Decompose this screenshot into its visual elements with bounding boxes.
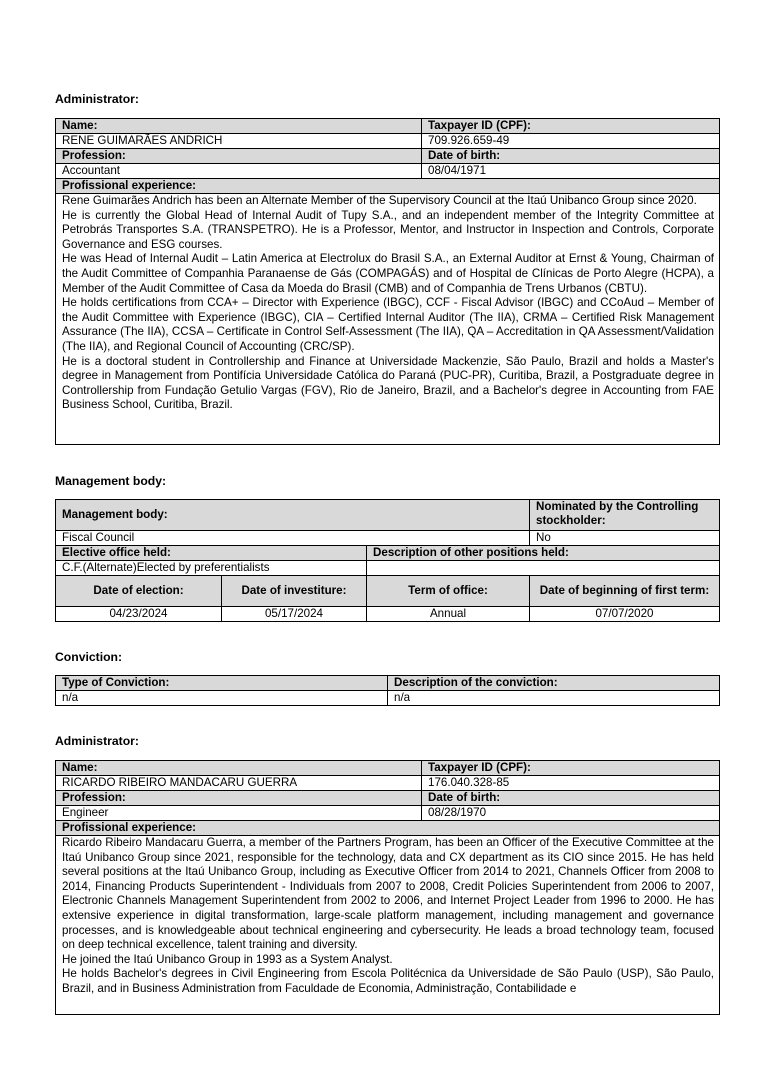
other-positions-value [367,561,720,576]
cpf-label: Taxpayer ID (CPF): [422,119,720,134]
conviction-section-title: Conviction: [55,650,123,664]
experience-label: Profissional experience: [56,179,720,194]
administrator-table-rene [55,118,720,445]
experience-paragraph: He joined the Itaú Unibanco Group in 1993 as a System Analyst. [62,952,393,966]
profession-label: Profession: [56,149,422,164]
conviction-description-value: n/a [388,691,720,706]
dob-value: 08/04/1971 [422,164,720,179]
administrator-table-ricardo [55,760,720,1015]
dob-label: Date of birth: [422,791,720,806]
cpf-value: 176.040.328-85 [422,776,720,791]
nominated-value: No [530,531,720,546]
profession-label: Profession: [56,791,422,806]
cpf-label: Taxpayer ID (CPF): [422,761,720,776]
elective-office-value: C.F.(Alternate)Elected by preferentialists [56,561,367,576]
conviction-table [55,675,720,706]
conviction-type-label: Type of Conviction: [56,676,388,691]
management-body-value: Fiscal Council [56,531,530,546]
nominated-label: Nominated by the Controlling stockholder: [530,500,720,531]
elective-office-label: Elective office held: [56,546,367,561]
dob-value: 08/28/1970 [422,806,720,821]
conviction-description-label: Description of the conviction: [388,676,720,691]
experience-paragraph: Ricardo Ribeiro Mandacaru Guerra, a member of the Partners Program, has been an Officer of the Executive Committee at the Itaú Unibanco Group since 2021, responsible for the technology, data and CX department as its CIO since 2015. He has held several positions at the Itaú Unibanco Group, including as Executive Officer from 2014 to 2021, Channels Officer from 2008 to 2014, Financing Products Superintendent - Individuals from 2007 to 2008, Credit Policies Superintendent from 2006 to 2007, Electronic Channels Management Superintendent from 2002 to 2006, and Internet Project Leader from 1996 to 2000. He has extensive experience in digital transformation, large-scale platform management, including management and governance processes, and is knowledgeable about technical engineering and cybersecurity. He leads a broad technology team, focused on deep technical excellence, talent training and diversity. [62,836,714,952]
term-of-office-label: Term of office: [367,576,530,607]
experience-text [56,836,720,1015]
administrator-section-title: Administrator: [55,92,139,106]
name-value: RENE GUIMARÃES ANDRICH [56,134,422,149]
conviction-type-value: n/a [56,691,388,706]
cpf-value: 709.926.659-49 [422,134,720,149]
experience-paragraph: He is currently the Global Head of Internal Audit of Tupy S.A., and an independent member of the Integrity Committee at Petrobrás Transportes S.A. (TRANSPETRO). He is a Professor, Mentor, and Instructor in Inspection and Controls, Corporate Governance and ESG courses. [62,208,714,251]
election-date-label: Date of election: [56,576,222,607]
experience-paragraph: He holds certifications from CCA+ – Director with Experience (IBGC), CCF - Fiscal Advisor (IBGC) and CCoAud – Member of the Audit Committee with Experience (IBGC), CIA – Certified Internal Auditor (The IIA), CRMA – Certified Risk Management Assurance (The IIA), CCSA – Certificate in Control Self-Assessment (The IIA), QA – Accreditation in QA Assessment/Validation (The IIA), and Regional Council of Accounting (CRC/SP). [62,296,714,353]
management-body-label: Management body: [56,500,530,531]
name-label: Name: [56,119,422,134]
investiture-date-value: 05/17/2024 [222,607,367,622]
name-label: Name: [56,761,422,776]
experience-paragraph: He holds Bachelor's degrees in Civil Engineering from Escola Politécnica da Universidade de São Paulo (USP), São Paulo, Brazil, and in Business Administration from Faculdade de Economia, Administração, Contabilidade e [62,967,714,995]
profession-value: Accountant [56,164,422,179]
first-term-date-value: 07/07/2020 [530,607,720,622]
name-value: RICARDO RIBEIRO MANDACARU GUERRA [56,776,422,791]
dob-label: Date of birth: [422,149,720,164]
administrator-section-title: Administrator: [55,734,139,748]
term-of-office-value: Annual [367,607,530,622]
experience-text [56,194,720,445]
election-date-value: 04/23/2024 [56,607,222,622]
experience-paragraph: Rene Guimarães Andrich has been an Alternate Member of the Supervisory Council at the Itaú Unibanco Group since 2020. [62,194,697,207]
management-body-section-title: Management body: [55,474,167,488]
management-body-table [55,499,720,622]
experience-paragraph: He was Head of Internal Audit – Latin America at Electrolux do Brasil S.A., an External Auditor at Ernst & Young, Chairman of the Audit Committee of Companhia Paranaense de Gás (COMPAGÁS) and of Hospital de Clínicas de Porto Alegre (HCPA), a Member of the Audit Committee of Casa da Moeda do Brasil (CMB) and of Companhia de Trens Urbanos (CBTU). [62,252,714,295]
investiture-date-label: Date of investiture: [222,576,367,607]
profession-value: Engineer [56,806,422,821]
experience-label: Profissional experience: [56,821,720,836]
experience-paragraph: He is a doctoral student in Controllership and Finance at Universidade Mackenzie, São Paulo, Brazil and holds a Master's degree in Management from Pontifícia Universidade Católica do Paraná (PUC-PR), Curitiba, Brazil, a Postgraduate degree in Controllership from Fundação Getulio Vargas (FGV), Rio de Janeiro, Brazil, and a Bachelor's degree in Accounting from FAE Business School, Curitiba, Brazil. [62,354,714,412]
other-positions-label: Description of other positions held: [367,546,720,561]
first-term-date-label: Date of beginning of first term: [530,576,720,607]
